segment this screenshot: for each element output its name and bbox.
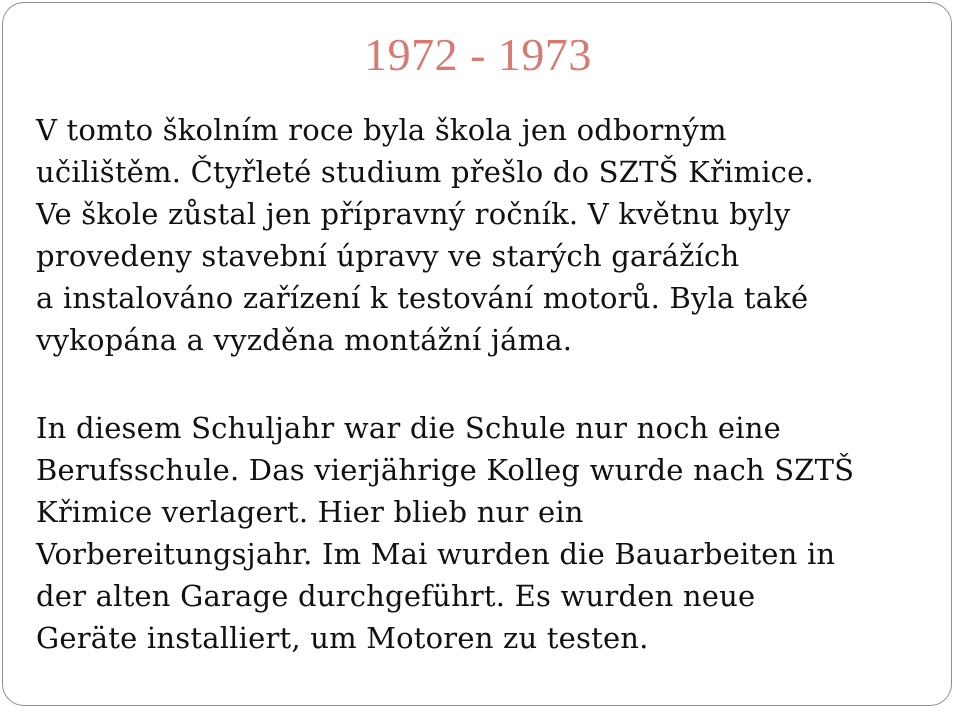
paragraph-line: vykopána a vyzděna montážní jáma. — [36, 323, 573, 357]
paragraph-line: Vorbereitungsjahr. Im Mai wurden die Bauarbeiten in — [36, 537, 836, 571]
paragraph-line: Berufsschule. Das vierjährige Kolleg wurde nach SZTŠ — [36, 453, 855, 487]
paragraph-german — [36, 407, 936, 659]
paragraph-line: Křimice verlagert. Hier blieb nur ein — [36, 495, 584, 529]
paragraph-line: a instalováno zařízení k testování motorů. Byla také — [36, 281, 809, 315]
paragraph-line: učilištěm. Čtyřleté studium přešlo do SZTŠ Křimice. — [36, 155, 814, 189]
paragraph-czech — [36, 109, 936, 361]
paragraph-line: der alten Garage durchgeführt. Es wurden neue — [36, 579, 756, 613]
slide-frame — [2, 2, 952, 706]
paragraph-line: V tomto školním roce byla škola jen odborným — [36, 113, 727, 147]
paragraph-line: Geräte installiert, um Motoren zu testen. — [36, 621, 649, 655]
paragraph-line: Ve škole zůstal jen přípravný ročník. V květnu byly — [36, 197, 791, 231]
paragraph-line: In diesem Schuljahr war die Schule nur noch eine — [36, 411, 782, 445]
slide-title: 1972 - 1973 — [364, 29, 592, 80]
paragraph-line: provedeny stavební úpravy ve starých garážích — [36, 239, 740, 273]
